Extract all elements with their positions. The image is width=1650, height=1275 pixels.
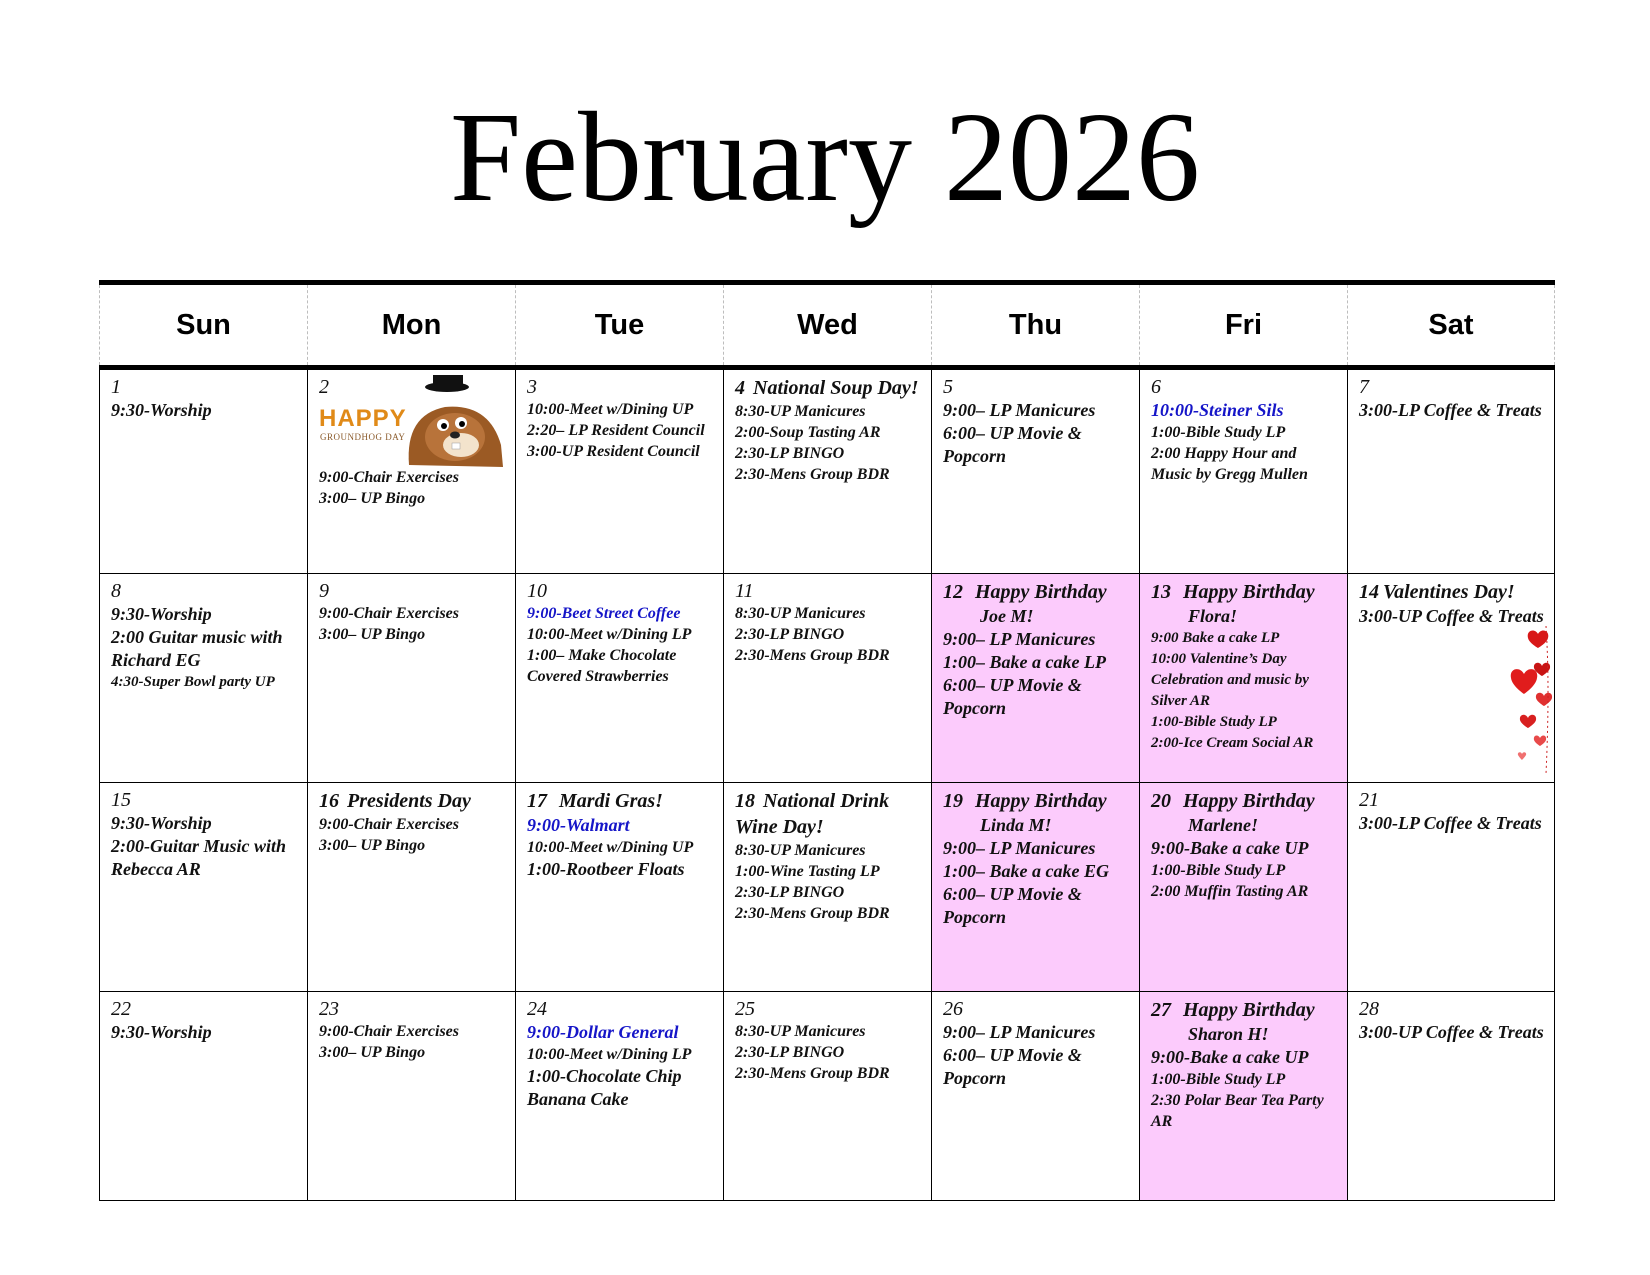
day-title: Mardi Gras! bbox=[559, 790, 663, 812]
weekday-header-row bbox=[99, 285, 1555, 365]
event: 10:00 Valentine’s Day Celebration and music by Silver AR bbox=[1151, 651, 1309, 709]
event: 9:00-Chair Exercises bbox=[319, 469, 459, 486]
day-number: 8 bbox=[111, 580, 121, 602]
event: 6:00– UP Movie & Popcorn bbox=[943, 884, 1082, 927]
event: 9:00– LP Manicures bbox=[943, 838, 1096, 858]
day-cell-14[interactable] bbox=[1347, 574, 1555, 782]
day-cell-21[interactable] bbox=[1347, 783, 1555, 991]
day-cell-28[interactable] bbox=[1347, 992, 1555, 1200]
day-title: Presidents Day bbox=[347, 790, 471, 812]
day-number: 16 bbox=[319, 790, 339, 812]
event: 1:00-Chocolate Chip Banana Cake bbox=[527, 1066, 682, 1109]
weekday-thu: Thu bbox=[931, 285, 1139, 365]
day-title: Happy Birthday bbox=[975, 581, 1107, 603]
day-cell-7[interactable] bbox=[1347, 370, 1555, 573]
page-title: February 2026 bbox=[449, 86, 1201, 228]
event: 2:00 Muffin Tasting AR bbox=[1151, 883, 1309, 900]
day-header-inline bbox=[735, 788, 925, 840]
day-number: 12 bbox=[943, 581, 963, 603]
day-cell-1[interactable] bbox=[99, 370, 307, 573]
day-number: 19 bbox=[943, 790, 963, 812]
event: 8:30-UP Manicures bbox=[735, 605, 866, 622]
day-cell-3[interactable] bbox=[515, 370, 723, 573]
event: 9:00 Bake a cake LP bbox=[1151, 630, 1280, 646]
event: 9:00-Chair Exercises bbox=[319, 1023, 459, 1040]
day-cell-19[interactable] bbox=[931, 783, 1139, 991]
day-number: 3 bbox=[527, 376, 537, 398]
day-cell-12[interactable] bbox=[931, 574, 1139, 782]
day-title: Happy Birthday bbox=[1183, 790, 1315, 812]
week-row bbox=[99, 370, 1555, 573]
event: 1:00– Bake a cake LP bbox=[943, 652, 1106, 672]
event: 3:00-LP Coffee & Treats bbox=[1359, 813, 1542, 833]
day-title: National Soup Day! bbox=[753, 377, 919, 399]
weekday-mon: Mon bbox=[307, 285, 515, 365]
event: 6:00– UP Movie & Popcorn bbox=[943, 423, 1082, 466]
day-cell-8[interactable] bbox=[99, 574, 307, 782]
day-number: 23 bbox=[319, 998, 339, 1020]
day-cell-24[interactable] bbox=[515, 992, 723, 1200]
week-row bbox=[99, 573, 1555, 782]
day-title: Happy Birthday bbox=[975, 790, 1107, 812]
event: 2:30-Mens Group BDR bbox=[735, 1065, 890, 1082]
event: 9:00-Chair Exercises bbox=[319, 605, 459, 622]
event: 9:00-Beet Street Coffee bbox=[527, 605, 681, 622]
event: 3:00-UP Coffee & Treats bbox=[1359, 1022, 1544, 1042]
hearts-icon bbox=[1508, 626, 1554, 776]
day-header-inline bbox=[1359, 579, 1548, 605]
event: 2:30-Mens Group BDR bbox=[735, 905, 890, 922]
day-cell-10[interactable] bbox=[515, 574, 723, 782]
event: 10:00-Steiner Sils bbox=[1151, 400, 1284, 420]
day-number: 6 bbox=[1151, 376, 1161, 398]
event: 2:00-Ice Cream Social AR bbox=[1151, 735, 1314, 751]
event: 2:30-LP BINGO bbox=[735, 884, 845, 901]
day-cell-6[interactable] bbox=[1139, 370, 1347, 573]
week-row bbox=[99, 991, 1555, 1200]
event: 2:00 Guitar music with Richard EG bbox=[111, 627, 283, 670]
day-number: 15 bbox=[111, 789, 131, 811]
event: 10:00-Meet w/Dining UP bbox=[527, 839, 694, 856]
day-number: 25 bbox=[735, 998, 755, 1020]
event: 2:20– LP Resident Council bbox=[527, 422, 705, 439]
day-cell-11[interactable] bbox=[723, 574, 931, 782]
day-number: 5 bbox=[943, 376, 953, 398]
weekday-tue: Tue bbox=[515, 285, 723, 365]
day-header-inline bbox=[1151, 997, 1341, 1023]
event: 9:30-Worship bbox=[111, 1022, 212, 1042]
day-number: 10 bbox=[527, 580, 547, 602]
event: 3:00-LP Coffee & Treats bbox=[1359, 400, 1542, 420]
event: 1:00-Bible Study LP bbox=[1151, 862, 1286, 879]
day-header-inline bbox=[943, 788, 1133, 814]
event: 9:30-Worship bbox=[111, 604, 212, 624]
day-header-inline bbox=[735, 375, 925, 401]
day-header-inline bbox=[527, 788, 717, 814]
day-cell-25[interactable] bbox=[723, 992, 931, 1200]
day-cell-2[interactable] bbox=[307, 370, 515, 573]
day-number: 24 bbox=[527, 998, 547, 1020]
day-cell-5[interactable] bbox=[931, 370, 1139, 573]
event: 9:00-Bake a cake UP bbox=[1151, 1047, 1309, 1067]
birthday-name: Marlene! bbox=[1188, 815, 1259, 835]
event: 2:00 Happy Hour and Music by Gregg Mullen bbox=[1151, 445, 1308, 483]
day-cell-20[interactable] bbox=[1139, 783, 1347, 991]
event: 1:00-Bible Study LP bbox=[1151, 1071, 1286, 1088]
event: 8:30-UP Manicures bbox=[735, 403, 866, 420]
event: 2:30-LP BINGO bbox=[735, 445, 845, 462]
event: 6:00– UP Movie & Popcorn bbox=[943, 675, 1082, 718]
event: 1:00-Bible Study LP bbox=[1151, 714, 1277, 730]
groundhog-icon bbox=[397, 375, 507, 467]
day-number: 28 bbox=[1359, 998, 1379, 1020]
event: 9:00-Dollar General bbox=[527, 1022, 679, 1042]
day-header-inline bbox=[1151, 788, 1341, 814]
day-number: 1 bbox=[111, 376, 121, 398]
day-number: 14 bbox=[1359, 581, 1379, 603]
day-cell-23[interactable] bbox=[307, 992, 515, 1200]
day-number: 22 bbox=[111, 998, 131, 1020]
birthday-name: Linda M! bbox=[980, 815, 1052, 835]
event: 9:30-Worship bbox=[111, 813, 212, 833]
weekday-wed: Wed bbox=[723, 285, 931, 365]
weeks bbox=[99, 370, 1555, 1201]
event: 2:00-Soup Tasting AR bbox=[735, 424, 881, 441]
event: 2:30-Mens Group BDR bbox=[735, 466, 890, 483]
day-number: 18 bbox=[735, 790, 755, 812]
day-cell-17[interactable] bbox=[515, 783, 723, 991]
event: 3:00-UP Resident Council bbox=[527, 443, 700, 460]
event: 1:00-Wine Tasting LP bbox=[735, 863, 880, 880]
day-cell-26[interactable] bbox=[931, 992, 1139, 1200]
event: 10:00-Meet w/Dining LP bbox=[527, 1046, 692, 1063]
groundhog-happy-text: HAPPY bbox=[319, 405, 407, 432]
day-cell-9[interactable] bbox=[307, 574, 515, 782]
birthday-name: Flora! bbox=[1188, 606, 1238, 626]
event: 8:30-UP Manicures bbox=[735, 1023, 866, 1040]
day-header-inline bbox=[319, 788, 509, 814]
event: 2:30-LP BINGO bbox=[735, 626, 845, 643]
week-row bbox=[99, 782, 1555, 991]
event: 6:00– UP Movie & Popcorn bbox=[943, 1045, 1082, 1088]
day-number: 9 bbox=[319, 580, 329, 602]
day-number: 2 bbox=[319, 376, 329, 398]
event: 1:00-Bible Study LP bbox=[1151, 424, 1286, 441]
event: 3:00-UP Coffee & Treats bbox=[1359, 606, 1544, 626]
day-cell-4[interactable] bbox=[723, 370, 931, 573]
day-title: National Drink Wine Day! bbox=[735, 790, 890, 838]
event: 2:30 Polar Bear Tea Party AR bbox=[1151, 1092, 1324, 1130]
day-number: 26 bbox=[943, 998, 963, 1020]
event: 2:30-LP BINGO bbox=[735, 1044, 845, 1061]
day-number: 27 bbox=[1151, 999, 1171, 1021]
day-number: 21 bbox=[1359, 789, 1379, 811]
event: 4:30-Super Bowl party UP bbox=[111, 674, 275, 690]
event: 9:00– LP Manicures bbox=[943, 629, 1096, 649]
day-cell-18[interactable] bbox=[723, 783, 931, 991]
event: 10:00-Meet w/Dining LP bbox=[527, 626, 692, 643]
event: 2:30-Mens Group BDR bbox=[735, 647, 890, 664]
event: 1:00– Bake a cake EG bbox=[943, 861, 1109, 881]
groundhog-sub-text: GROUNDHOG DAY bbox=[320, 432, 406, 442]
weekday-sat: Sat bbox=[1347, 285, 1555, 365]
birthday-name: Joe M! bbox=[980, 606, 1034, 626]
day-cell-13[interactable] bbox=[1139, 574, 1347, 782]
day-number: 13 bbox=[1151, 581, 1171, 603]
event: 9:00-Walmart bbox=[527, 815, 630, 835]
day-number: 11 bbox=[735, 580, 754, 602]
event: 3:00– UP Bingo bbox=[319, 1044, 426, 1061]
day-number: 4 bbox=[735, 377, 745, 399]
event: 2:00-Guitar Music with Rebecca AR bbox=[111, 836, 287, 879]
birthday-name: Sharon H! bbox=[1188, 1024, 1269, 1044]
day-header-inline bbox=[943, 579, 1133, 605]
event: 1:00-Rootbeer Floats bbox=[527, 859, 685, 879]
weekday-fri: Fri bbox=[1139, 285, 1347, 365]
calendar-grid bbox=[99, 280, 1555, 1201]
event: 9:30-Worship bbox=[111, 400, 212, 420]
event: 9:00-Bake a cake UP bbox=[1151, 838, 1309, 858]
event: 3:00– UP Bingo bbox=[319, 490, 426, 507]
event: 3:00– UP Bingo bbox=[319, 837, 426, 854]
groundhog-day-art bbox=[319, 375, 509, 467]
day-header-inline bbox=[1151, 579, 1341, 605]
day-title: Happy Birthday bbox=[1183, 999, 1315, 1021]
weekday-sun: Sun bbox=[99, 285, 307, 365]
day-cell-15[interactable] bbox=[99, 783, 307, 991]
event: 3:00– UP Bingo bbox=[319, 626, 426, 643]
event: 9:00-Chair Exercises bbox=[319, 816, 459, 833]
event: 8:30-UP Manicures bbox=[735, 842, 866, 859]
event: 9:00– LP Manicures bbox=[943, 400, 1096, 420]
day-title: Valentines Day! bbox=[1383, 581, 1515, 603]
day-number: 7 bbox=[1359, 376, 1369, 398]
day-cell-27[interactable] bbox=[1139, 992, 1347, 1200]
event: 10:00-Meet w/Dining UP bbox=[527, 401, 694, 418]
event: 9:00– LP Manicures bbox=[943, 1022, 1096, 1042]
event: 1:00– Make Chocolate Covered Strawberries bbox=[527, 647, 677, 685]
day-cell-22[interactable] bbox=[99, 992, 307, 1200]
day-number: 20 bbox=[1151, 790, 1171, 812]
day-number: 17 bbox=[527, 790, 547, 812]
day-cell-16[interactable] bbox=[307, 783, 515, 991]
day-title: Happy Birthday bbox=[1183, 581, 1315, 603]
